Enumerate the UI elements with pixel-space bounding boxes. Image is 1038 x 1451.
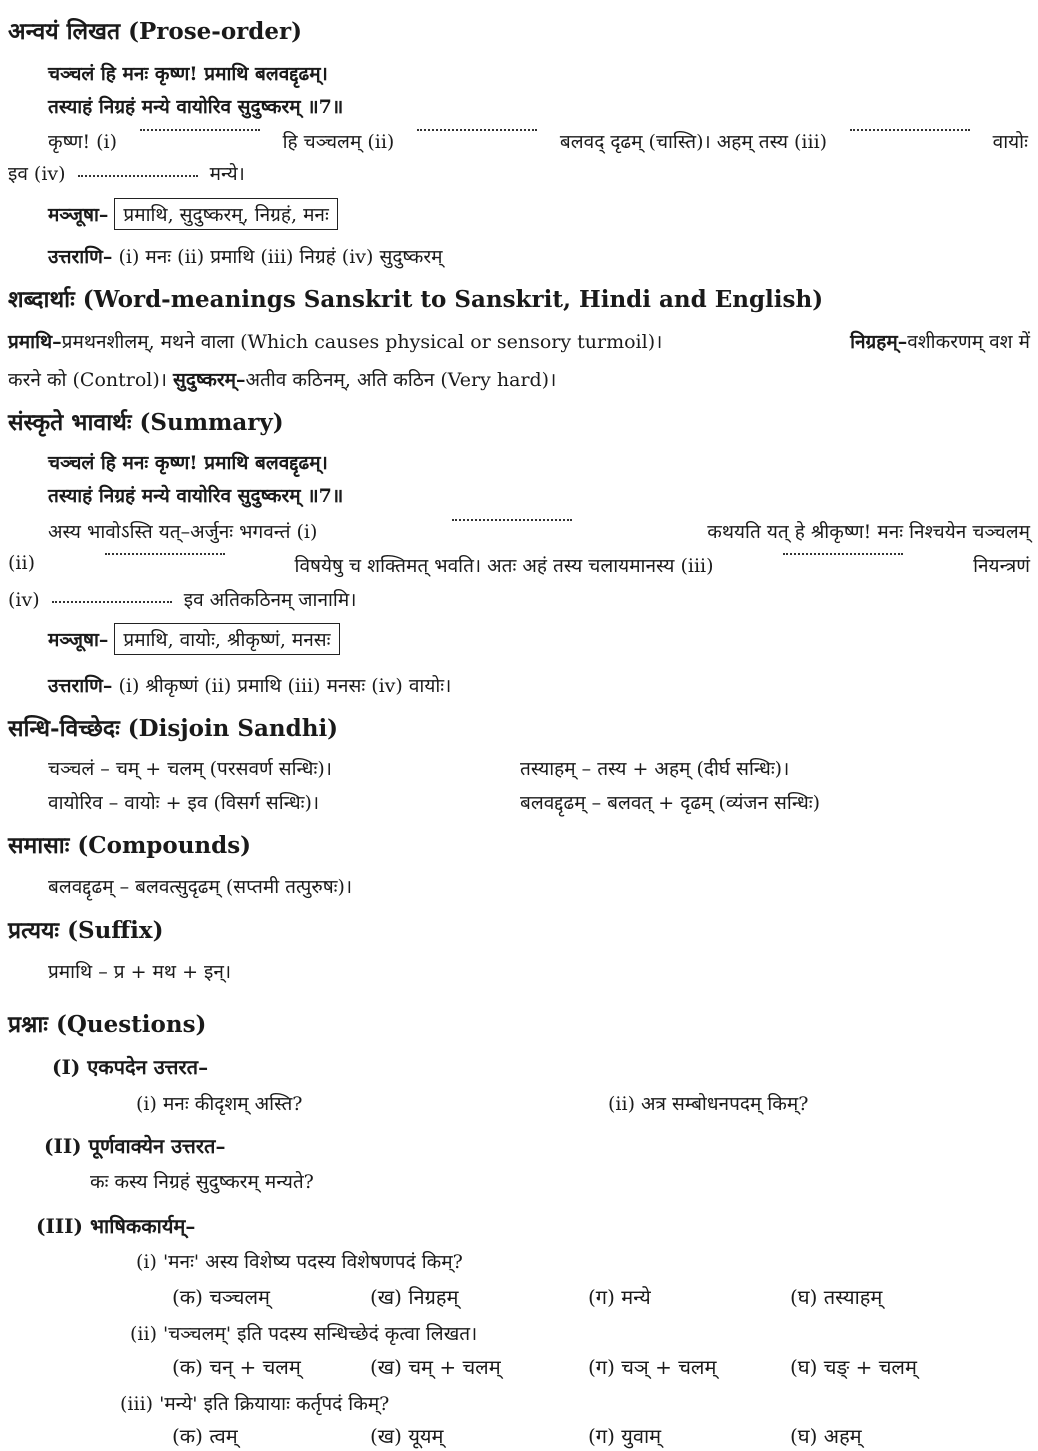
q3-i-option-kha: (ख) निग्रहम् (370, 1285, 459, 1309)
blank-3 (850, 128, 970, 131)
sandhi-row-2-col-2: बलवद्दृढम् – बलवत् + दृढम् (व्यंजन सन्धिः) (520, 792, 821, 814)
q3-ii-option-kha: (ख) चम् + चलम् (370, 1355, 501, 1379)
verse-line-1: चञ्चलं हि मनः कृष्ण! प्रमाथि बलवद्दृढम्। (48, 63, 328, 85)
q3-ii-option-gha: (घ) चङ् + चलम् (790, 1355, 917, 1379)
fill-in-paragraph-line2 (8, 160, 245, 186)
answers-row (48, 243, 442, 269)
q3-iii-option-ga: (ग) युवाम् (588, 1424, 662, 1448)
summary-part-1a: अस्य भावोऽस्ति यत्–अर्जुनः भगवन्तं (i) (48, 521, 318, 543)
q3-i-option-ka: (क) चञ्चलम् (172, 1285, 270, 1309)
summary-line-3 (8, 586, 356, 612)
section-heading-questions: प्रश्नाः (Questions) (8, 1011, 207, 1038)
meaning-nigraham-cont: करने को (Control)। (8, 369, 167, 391)
question-3-i: (i) 'मनः' अस्य विशेष्य पदस्य विशेषणपदं किम्? (136, 1251, 463, 1273)
summary-answers-text: (i) श्रीकृष्णं (ii) प्रमाथि (iii) मनसः (iv) वायोः। (118, 675, 452, 697)
meanings-line-2 (8, 366, 556, 392)
blank-1 (140, 128, 260, 131)
q3-ii-option-ka: (क) चन् + चलम् (172, 1355, 301, 1379)
blank-4 (78, 174, 198, 177)
meaning-nigraham: वशीकरणम् वश में (907, 331, 1030, 353)
answers-text: (i) मनः (ii) प्रमाथि (iii) निग्रहं (iv) सुदुष्करम् (118, 246, 443, 268)
blank-2 (417, 128, 537, 131)
q3-iii-option-kha: (ख) यूयम् (370, 1424, 444, 1448)
summary-part-3b: इव अतिकठिनम् जानामि। (183, 589, 357, 611)
summary-word-box: प्रमाथि, वायोः, श्रीकृष्णं, मनसः (114, 623, 339, 655)
meaning-pramathi: प्रमथनशीलम्, मथने वाला (Which causes physical or sensory turmoil)। (61, 331, 663, 353)
q3-ii-option-ga: (ग) चञ् + चलम् (588, 1355, 717, 1379)
fill-part-e: इव (iv) (8, 163, 66, 185)
term-sudushkaram: सुदुष्करम्– (173, 369, 246, 391)
section-heading-sandhi: सन्धि-विच्छेदः (Disjoin Sandhi) (8, 715, 339, 742)
fill-part-b: हि चञ्चलम् (ii) (282, 131, 395, 153)
fill-part-a: कृष्ण! (i) (48, 131, 118, 153)
summary-verse-2: तस्याहं निग्रहं मन्ये वायोरिव सुदुष्करम् ॥7॥ (48, 485, 344, 507)
question-1-i: (i) मनः कीदृशम् अस्ति? (136, 1093, 303, 1115)
question-group-1-heading: (I) एकपदेन उत्तरत– (52, 1055, 209, 1079)
compound-line: बलवद्दृढम् – बलवत्सुदृढम् (सप्तमी तत्पुरुषः)। (48, 876, 353, 898)
section-heading-summary: संस्कृते भावार्थः (Summary) (8, 409, 284, 436)
summary-line-1 (48, 518, 1030, 544)
word-box-label: मञ्जूषा– (48, 204, 109, 226)
q3-i-option-gha: (घ) तस्याहम् (790, 1285, 883, 1309)
section-heading-suffix: प्रत्ययः (Suffix) (8, 917, 164, 944)
sandhi-row-1-col-1: चञ्चलं – चम् + चलम् (परसवर्ण सन्धिः)। (48, 758, 332, 780)
q3-i-option-ga: (ग) मन्ये (588, 1285, 651, 1309)
summary-part-1b: कथयति यत् हे श्रीकृष्ण! मनः निश्चयेन चञ्चलम् (707, 521, 1030, 543)
verse-line-2: तस्याहं निग्रहं मन्ये वायोरिव सुदुष्करम् ॥7॥ (48, 96, 344, 118)
answers-label: उत्तराणि– (48, 246, 113, 268)
fill-part-c: बलवद् दृढम् (चास्ति)। अहम् तस्य (iii) (559, 131, 828, 153)
word-box-row (48, 198, 338, 230)
q3-iii-option-gha: (घ) अहम् (790, 1424, 862, 1448)
summary-part-2b: विषयेषु च शक्तिमत् भवति। अतः अहं तस्य चलायमानस्य (iii) (294, 555, 714, 577)
summary-blank-3 (783, 552, 903, 555)
summary-part-3a: (iv) (8, 589, 40, 611)
section-heading-prose-order: अन्वयं लिखत (Prose-order) (8, 18, 303, 45)
question-2-line: कः कस्य निग्रहं सुदुष्करम् मन्यते? (90, 1171, 314, 1193)
summary-word-box-label: मञ्जूषा– (48, 629, 109, 651)
term-pramathi: प्रमाथि– (8, 331, 62, 353)
summary-blank-2 (105, 552, 225, 555)
fill-part-d: वायोः (992, 131, 1028, 153)
meanings-line-1 (8, 328, 1030, 354)
summary-word-box-row (48, 623, 340, 655)
question-3-ii: (ii) 'चञ्चलम्' इति पदस्य सन्धिच्छेदं कृत्वा लिखत। (130, 1323, 478, 1345)
question-3-iii: (iii) 'मन्ये' इति क्रियायाः कर्तृपदं किम्? (120, 1393, 390, 1415)
summary-line-2 (8, 552, 1030, 578)
summary-blank-4 (52, 600, 172, 603)
summary-verse-1: चञ्चलं हि मनः कृष्ण! प्रमाथि बलवद्दृढम्। (48, 452, 328, 474)
sandhi-row-1-col-2: तस्याहम् – तस्य + अहम् (दीर्घ सन्धिः)। (520, 758, 790, 780)
suffix-line: प्रमाथि – प्र + मथ + इन्। (48, 961, 232, 983)
summary-answers-label: उत्तराणि– (48, 675, 113, 697)
summary-part-2a: (ii) (8, 552, 35, 574)
question-1-ii: (ii) अत्र सम्बोधनपदम् किम्? (608, 1093, 809, 1115)
q3-iii-option-ka: (क) त्वम् (172, 1424, 238, 1448)
word-box: प्रमाथि, सुदुष्करम्, निग्रहं, मनः (114, 198, 337, 230)
section-heading-compounds: समासाः (Compounds) (8, 832, 252, 859)
sandhi-row-2-col-1: वायोरिव – वायोः + इव (विसर्ग सन्धिः)। (48, 792, 320, 814)
term-nigraham: निग्रहम्– (850, 331, 908, 353)
summary-answers-row (48, 672, 451, 698)
question-group-2-heading: (II) पूर्णवाक्येन उत्तरत– (44, 1134, 226, 1158)
question-group-3-heading: (III) भाषिककार्यम्– (36, 1214, 196, 1238)
summary-blank-1 (452, 518, 572, 521)
summary-part-2c: नियन्त्रणं (973, 555, 1030, 577)
fill-in-paragraph (48, 128, 1028, 154)
meaning-sudushkaram: अतीव कठिनम्, अति कठिन (Very hard)। (245, 369, 557, 391)
fill-part-f: मन्ये। (209, 163, 245, 185)
section-heading-word-meanings: शब्दार्थाः (Word-meanings Sanskrit to Sanskrit, Hindi and English) (8, 286, 824, 313)
